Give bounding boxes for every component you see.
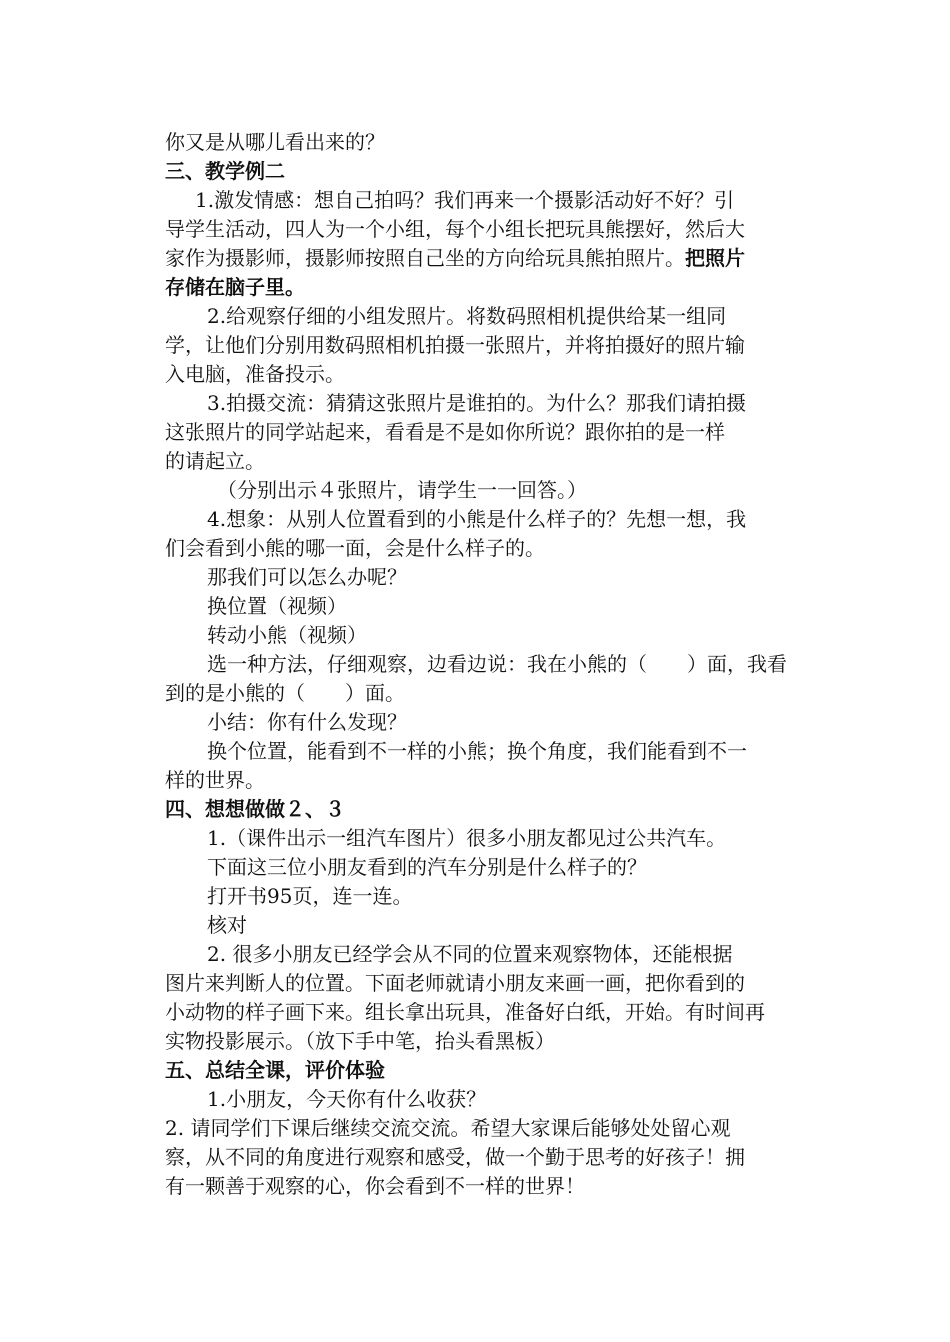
text-line: 有一颗善于观察的心，你会看到不一样的世界！ (165, 1174, 585, 1198)
section-heading-3: 三、教学例二 (165, 159, 285, 183)
document-page (165, 128, 790, 1201)
text-line: 3.拍摄交流：猜猜这张照片是谁拍的。为什么？那我们请拍摄 (207, 391, 747, 415)
bold-text-line: 存储在脑子里。 (165, 275, 305, 299)
text-line: 们会看到小熊的哪一面，会是什么样子的。 (165, 536, 545, 560)
section-heading-4: 四、想想做做２、３ (165, 797, 345, 821)
text-span: 家作为摄影师，摄影师按照自己坐的方向给玩具熊拍照片。 (165, 246, 685, 270)
text-line: 实物投影展示。（放下手中笔，抬头看黑板） (165, 1029, 555, 1053)
text-line: 入电脑，准备投示。 (165, 362, 345, 386)
bold-text-span: 把照片 (685, 246, 745, 270)
text-line: 学，让他们分别用数码照相机拍摄一张照片，并将拍摄好的照片输 (165, 333, 745, 357)
text-line: 导学生活动，四人为一个小组，每个小组长把玩具熊摆好，然后大 (165, 217, 745, 241)
text-line: 样的世界。 (165, 768, 265, 792)
text-line: 换个位置，能看到不一样的小熊；换个角度，我们能看到不一 (207, 739, 747, 763)
text-line: 到的是小熊的（ ）面。 (165, 681, 405, 705)
text-line: 转动小熊（视频） (207, 623, 367, 647)
text-line: 打开书95页，连一连。 (207, 884, 413, 908)
text-line: 小动物的样子画下来。组长拿出玩具，准备好白纸，开始。有时间再 (165, 1000, 765, 1024)
text-line: 1.（课件出示一组汽车图片）很多小朋友都见过公共汽车。 (207, 826, 727, 850)
text-line: 1.激发情感：想自己拍吗？我们再来一个摄影活动好不好？引 (195, 188, 735, 212)
section-heading-5: 五、总结全课，评价体验 (165, 1058, 385, 1082)
text-line: 换位置（视频） (207, 594, 347, 618)
text-line: 核对 (207, 913, 247, 937)
text-line: 你又是从哪儿看出来的？ (165, 130, 385, 154)
text-line: 图片来判断人的位置。下面老师就请小朋友来画一画，把你看到的 (165, 971, 745, 995)
text-line: 下面这三位小朋友看到的汽车分别是什么样子的？ (207, 855, 647, 879)
text-line: 2. 请同学们下课后继续交流交流。希望大家课后能够处处留心观 (165, 1116, 731, 1140)
text-line: 察，从不同的角度进行观察和感受，做一个勤于思考的好孩子！拥 (165, 1145, 745, 1169)
text-line: 4.想象：从别人位置看到的小熊是什么样子的？先想一想，我 (207, 507, 747, 531)
text-line: 的请起立。 (165, 449, 265, 473)
text-line: 那我们可以怎么办呢？ (207, 565, 407, 589)
text-line: 2. 很多小朋友已经学会从不同的位置来观察物体，还能根据 (207, 942, 733, 966)
text-line: 1.小朋友，今天你有什么收获？ (207, 1087, 487, 1111)
text-line: 选一种方法，仔细观察，边看边说：我在小熊的（ ）面，我看 (207, 652, 787, 676)
text-line: 小结：你有什么发现？ (207, 710, 407, 734)
text-line: （分别出示４张照片，请学生一一回答。） (217, 478, 587, 502)
text-line (165, 244, 790, 273)
text-line: 这张照片的同学站起来，看看是不是如你所说？跟你拍的是一样 (165, 420, 725, 444)
text-line: 2.给观察仔细的小组发照片。将数码照相机提供给某一组同 (207, 304, 727, 328)
